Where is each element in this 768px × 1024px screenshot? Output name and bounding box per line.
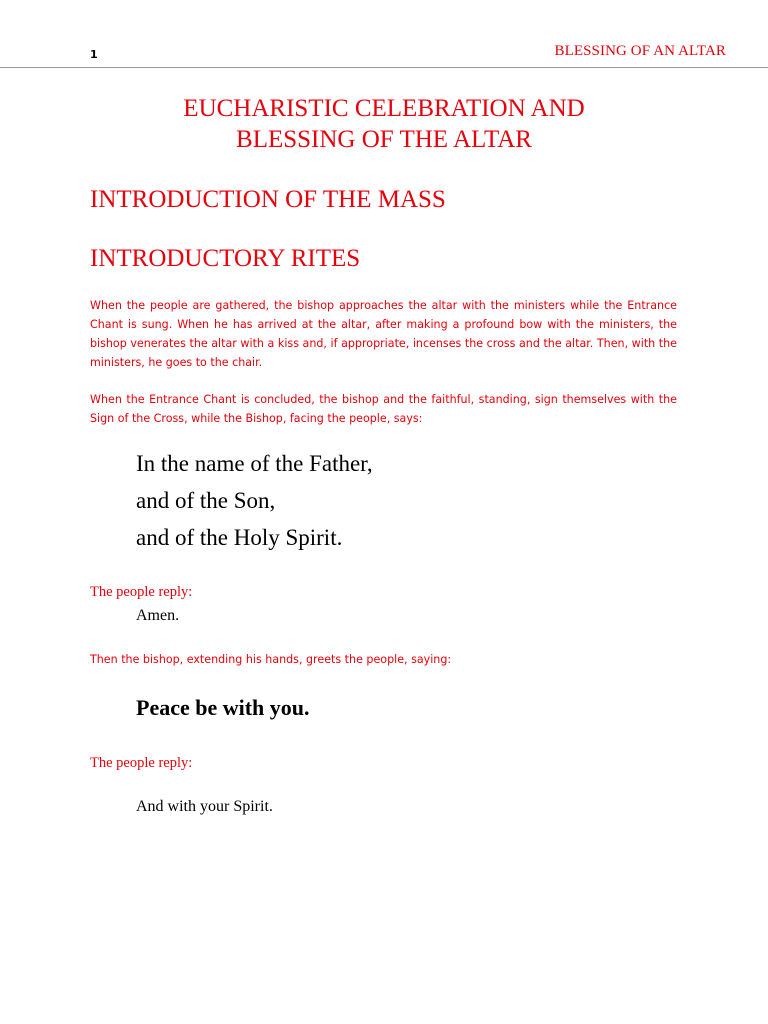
rubric-sign-of-cross: When the Entrance Chant is concluded, the bishop and the faithful, standing, sign themselves with the Sign of the Cross, while the Bishop, facing the people, says: bbox=[90, 393, 677, 425]
sign-of-cross-line-1: In the name of the Father, bbox=[136, 451, 373, 476]
spirit-response: And with your Spirit. bbox=[136, 798, 273, 815]
heading-introductory-rites: INTRODUCTORY RITES bbox=[90, 245, 361, 272]
amen-response: Amen. bbox=[136, 607, 180, 624]
running-header-title: BLESSING OF AN ALTAR bbox=[554, 43, 726, 59]
page-number: 1 bbox=[90, 48, 98, 61]
people-reply-label-2: The people reply: bbox=[90, 755, 193, 771]
sign-of-cross-line-2: and of the Son, bbox=[136, 488, 276, 513]
heading-introduction-of-the-mass: INTRODUCTION OF THE MASS bbox=[90, 186, 446, 213]
rubric-greeting: Then the bishop, extending his hands, greets the people, saying: bbox=[90, 653, 452, 666]
document-title bbox=[90, 93, 678, 155]
sign-of-cross-line-3: and of the Holy Spirit. bbox=[136, 525, 343, 550]
rubric-entrance: When the people are gathered, the bishop approaches the altar with the ministers while the Entrance Chant is sung. When he has arrived at the altar, after making a profound bow with the ministers, the bishop venerates the altar with a kiss and, if appropriate, incenses the cross and the altar. Then, with the ministers, he goes to the chair. bbox=[90, 299, 677, 369]
header-divider bbox=[0, 67, 768, 68]
title-line-1: EUCHARISTIC CELEBRATION AND bbox=[183, 95, 585, 122]
title-line-2: BLESSING OF THE ALTAR bbox=[236, 126, 532, 153]
greeting-text: Peace be with you. bbox=[136, 695, 310, 720]
people-reply-label-1: The people reply: bbox=[90, 584, 193, 600]
sign-of-cross-text bbox=[136, 445, 373, 556]
